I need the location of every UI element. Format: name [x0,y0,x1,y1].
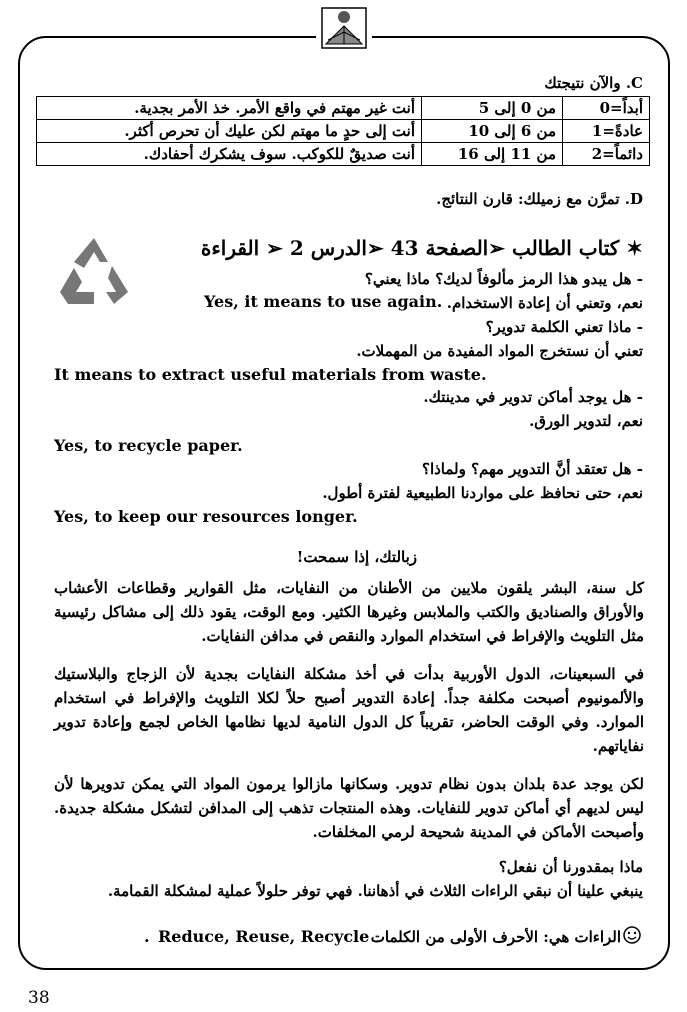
table-row [37,143,650,166]
article-question: ماذا بمقدورنا أن نفعل؟ [498,858,643,876]
message-cell: أنت صديقٌ للكوكب. سوف يشكرك أحفادك. [37,143,422,166]
message-cell: أنت إلى حدٍ ما مهتم لكن عليك أن تحرص أكثر. [37,120,422,143]
page-number: 38 [28,988,50,1008]
results-table [36,96,650,166]
answer-4-arabic: نعم، حتى نحافظ على مواردنا الطبيعية لفترة أطول. [322,484,643,502]
level-cell: دائماً=2 [563,143,650,166]
article-paragraph-2: في السبعينات، الدول الأوربية بدأت في أخذ مشكلة النفايات بجدية لأن الزجاج والبلاستيك والألمونيوم أصبحت مكلفة جداً. إعادة التدوير أصبح حلاً لكلا التلويث والإفراط في استخدام الموارد. وفي الوقت الحاضر، تقريباً كل الدول النامية لديها نظامها الخاص لجمع وإعادة تدوير نفاياتهم. [54,665,644,755]
section-d-text: D. تمرَّن مع زميلك: قارن النتائج. [436,190,643,208]
article-answer: ينبغي علينا أن نبقي الراءات الثلاث في أذهاننا. فهي توفر حلولاً عملية لمشكلة القمامة. [107,882,643,900]
question-4: - هل تعتقد أنَّ التدوير مهم؟ ولماذا؟ [421,460,643,478]
table-row [37,120,650,143]
reading-book-icon [316,4,372,52]
answer-2-arabic: تعني أن نستخرج المواد المفيدة من المهملات. [356,342,643,360]
article-paragraph-3: لكن يوجد عدة بلدان بدون نظام تدوير. وسكانها مازالوا يرمون المواد التي يمكن تدويرها لأن ليس لديهم أي أماكن تدوير للنفايات. وهذه المنتجات تذهب إلى المدافن لتشكل مشكلة جديدة. وأصبحت الأماكن في المدينة شحيحة لرمي المخلفات. [54,775,644,841]
article-paragraph-1: كل سنة، البشر يلقون ملايين من الأطنان من النفايات، مثل القوارير وقطاعات الأعشاب والأوراق والصناديق والكتب والملابس وغيرها الكثير. ومع الوقت، يقود ذلك إلى مشاكل رئيسية مثل التلويث والإفراط في استخدام الموارد والنقص في مدافن النفايات. [54,579,644,645]
range-cell: من 6 إلى 10 [422,120,563,143]
question-2: - ماذا تعني الكلمة تدوير؟ [485,318,643,336]
smiley-icon [623,926,643,946]
question-3: - هل يوجد أماكن تدوير في مدينتك. [423,388,643,406]
range-cell: من 0 إلى 5 [422,97,563,120]
section-c-title: C. والآن نتيجتك [544,74,643,92]
final-line-arabic: الراءات هي: الأحرف الأولى من الكلمات [370,928,621,946]
final-line-english: Reduce, Reuse, Recycle [158,927,370,946]
level-cell: أبداً=0 [563,97,650,120]
range-cell: من 11 إلى 16 [422,143,563,166]
message-cell: أنت غير مهتم في واقع الأمر. خذ الأمر بجدية. [37,97,422,120]
article-title: زبالتك، إذا سمحت! [296,548,417,566]
table-row [37,97,650,120]
answer-3-english: Yes, to recycle paper. [54,436,243,455]
lesson-heading: ✶ كتاب الطالب ➢الصفحة 43 ➢الدرس 2 ➢ القراءة [200,236,643,260]
answer-2-english: It means to extract useful materials from waste. [54,365,487,384]
answer-1-english: Yes, it means to use again. [204,292,443,311]
question-1: - هل يبدو هذا الرمز مألوفاً لديك؟ ماذا يعني؟ [364,270,643,288]
recycle-icon [54,234,134,310]
final-period: . [144,927,150,946]
answer-1-arabic: نعم، وتعني أن إعادة الاستخدام. [446,294,643,312]
answer-3-arabic: نعم، لتدوير الورق. [529,412,643,430]
level-cell: عادةً=1 [563,120,650,143]
answer-4-english: Yes, to keep our resources longer. [54,507,358,526]
